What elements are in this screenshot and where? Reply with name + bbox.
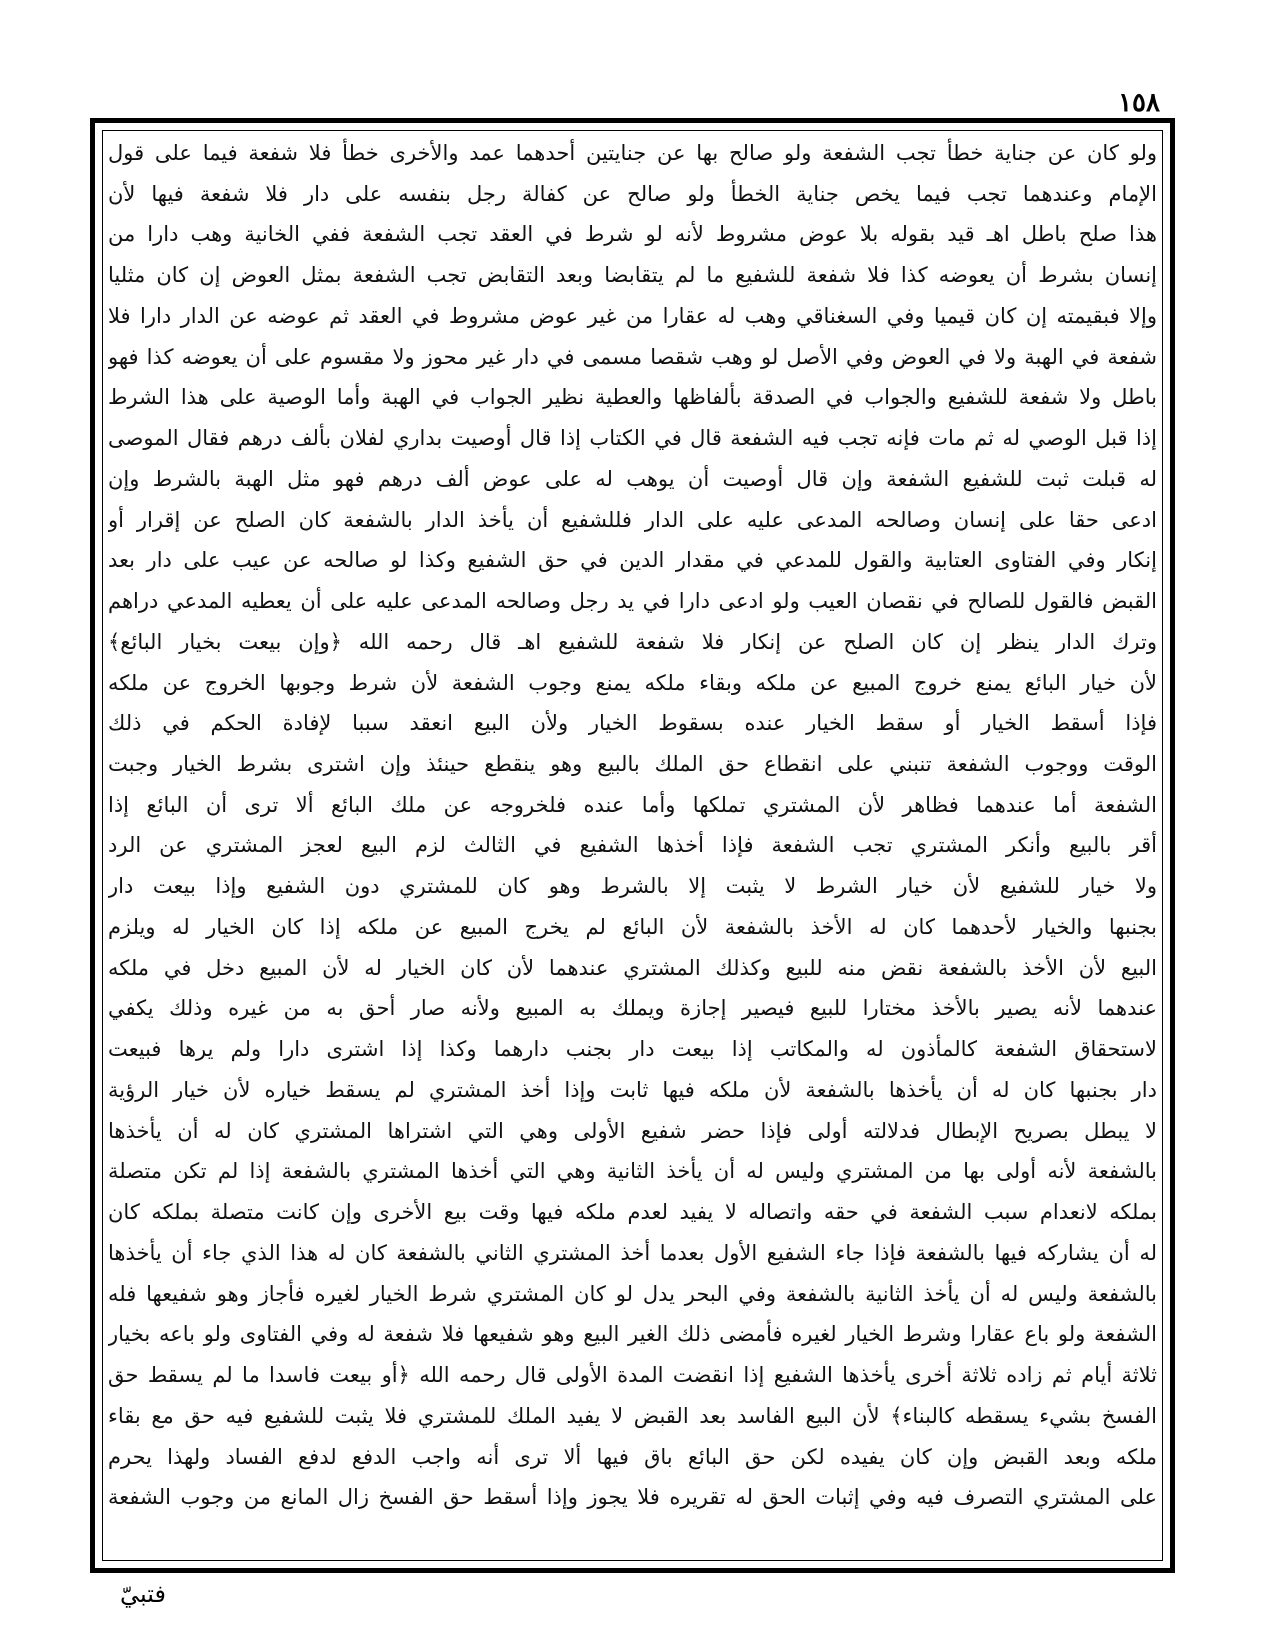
- text-line: الفسخ بشيء يسقطه كالبناء﴾ لأن البيع الفاسد بعد القبض لا يفيد الملك للمشتري فلا يثبت للشفيع فيه حق مع بقاء: [108, 1403, 1157, 1428]
- text-line: دار بجنبها كان له أن يأخذها بالشفعة لأن ملكه فيها ثابت وإذا أخذ المشتري لم يسقط خياره لأن خيار الرؤية: [108, 1077, 1157, 1102]
- text-line: الشفعة أما عندهما فظاهر لأن المشتري تملكها وأما عنده فلخروجه عن ملك البائع ألا ترى أن البائع إذا: [108, 792, 1157, 817]
- text-line: ادعى حقا على إنسان وصالحه المدعى عليه على الدار فللشفيع أن يأخذ الدار بالشفعة كان الصلح عن إقرار أو: [108, 507, 1157, 532]
- text-line: ولا خيار للشفيع لأن خيار الشرط لا يثبت إلا بالشرط وهو كان للمشتري دون الشفيع وإذا بيعت دار: [108, 874, 1157, 899]
- text-line: وترك الدار ينظر إن كان الصلح عن إنكار فلا شفعة للشفيع اهـ قال رحمه الله ﴿وإن بيعت بخيار البائع﴾: [108, 629, 1157, 654]
- text-line: إنكار وفي الفتاوى العتابية والقول للمدعي في مقدار الدين في حق الشفيع وكذا لو صالحه عن عيب على دار بعد: [108, 548, 1157, 573]
- text-line: وإلا فبقيمته إن كان قيميا وفي السغناقي وهب له عقارا من غير عوض مشروط في العقد ثم عوضه عن الدار دارا فلا: [108, 303, 1157, 328]
- text-line: لاستحقاق الشفعة كالمأذون له والمكاتب إذا بيعت دار بجنب دارهما وكذا إذا اشترى دارا ولم يرها فبيعت: [108, 1037, 1157, 1062]
- text-line: عندهما لأنه يصير بالأخذ مختارا للبيع فيصير إجازة ويملك به المبيع ولأنه صار أحق به من غيره وذلك يكفي: [108, 996, 1157, 1021]
- text-line: البيع لأن الأخذ بالشفعة نقض منه للبيع وكذلك المشتري عندهما لأن كان الخيار له لأن المبيع دخل في ملكه: [108, 955, 1157, 980]
- page-number: ١٥٨: [1118, 88, 1160, 118]
- text-line: باطل ولا شفعة للشفيع والجواب في الصدقة بألفاظها والعطية نظير الجواب في الهبة وأما الوصية على هذا الشرط: [108, 385, 1157, 410]
- text-line: له قبلت ثبت للشفيع الشفعة وإن قال أوصيت أن يوهب له على عوض ألف درهم فهو مثل الهبة بالشرط وإن: [108, 466, 1157, 491]
- text-line: لا يبطل بصريح الإبطال فدلالته أولى فإذا حضر شفيع الأولى وهي التي اشتراها المشتري كان له أن يأخذها: [108, 1118, 1157, 1143]
- text-line: إنسان بشرط أن يعوضه كذا فلا شفعة للشفيع ما لم يتقابضا وبعد التقابض تجب الشفعة بمثل العوض إن كان مثليا: [108, 263, 1157, 288]
- text-line: [108, 1519, 1157, 1557]
- text-line: بجنبها والخيار لأحدهما كان له الأخذ بالشفعة لأن البائع لم يخرج المبيع عن ملكه إذا كان الخيار له ويلزم: [108, 914, 1157, 939]
- text-line: إذا قبل الوصي له ثم مات فإنه تجب فيه الشفعة قال في الكتاب إذا قال أوصيت بداري لفلان بألف درهم فقال الموصى: [108, 426, 1157, 451]
- text-line: الوقت ووجوب الشفعة تنبني على انقطاع حق الملك بالبيع وهو ينقطع حينئذ وإن اشترى بشرط الخيار وجبت: [108, 752, 1157, 777]
- text-line: ملكه وبعد القبض وإن كان يفيده لكن حق البائع باق فيها ألا ترى أنه واجب الدفع لدفع الفساد ولهذا يحرم: [108, 1444, 1157, 1469]
- text-line: بالشفعة لأنه أولى بها من المشتري وليس له أن يأخذ الثانية وهي التي أخذها المشتري بالشفعة إذا لم تكن متصلة: [108, 1159, 1157, 1184]
- text-line: ولو كان عن جناية خطأ تجب الشفعة ولو صالح بها عن جنايتين أحدهما عمد والأخرى خطأ فلا شفعة فيما على قول: [108, 141, 1157, 165]
- text-line: بملكه لانعدام سبب الشفعة في حقه واتصاله لا يفيد لعدم ملكه فيها وقت بيع الأخرى وإن كانت متصلة بملكه كان: [108, 1200, 1157, 1225]
- text-line: على المشتري التصرف فيه وفي إثبات الحق له تقريره فلا يجوز وإذا أسقط حق الفسخ زال المانع من وجوب الشفعة: [108, 1485, 1157, 1510]
- text-line: القبض فالقول للصالح في نقصان العيب ولو ادعى دارا في يد رجل وصالحه المدعى عليه على أن يعطيه المدعي دراهم: [108, 589, 1157, 614]
- text-line: بالشفعة وليس له أن يأخذ الثانية بالشفعة وفي البحر يدل لو كان المشتري شرط الخيار لغيره فأجاز وهو شفيعها فله: [108, 1281, 1157, 1306]
- text-line: له أن يشاركه فيها بالشفعة فإذا جاء الشفيع الأول بعدما أخذ المشتري الثاني بالشفعة كان له هذا الذي جاء أن يأخذها: [108, 1240, 1157, 1265]
- text-line: ثلاثة أيام ثم زاده ثلاثة أخرى يأخذها الشفيع إذا انقضت المدة الأولى قال رحمه الله ﴿أو بيعت فاسدا ما لم يسقط حق: [108, 1363, 1157, 1388]
- text-line: هذا صلح باطل اهـ قيد بقوله بلا عوض مشروط لأنه لو شرط في العقد تجب الشفعة ففي الخانية وهب دارا من: [108, 222, 1157, 247]
- text-line: فإذا أسقط الخيار أو سقط الخيار عنده بسقوط الخيار ولأن البيع انعقد سببا لإفادة الحكم في ذلك: [108, 711, 1157, 736]
- text-body: [108, 134, 1157, 1557]
- text-line: الشفعة ولو باع عقارا وشرط الخيار لغيره فأمضى ذلك الغير البيع وهو شفيعها فلا شفعة له وفي الفتاوى ولو باعه بخيار: [108, 1322, 1157, 1347]
- text-line: لأن خيار البائع يمنع خروج المبيع عن ملكه وبقاء ملكه يمنع وجوب الشفعة لأن شرط وجوبها الخروج عن ملكه: [108, 670, 1157, 695]
- catchword: فتبيّ: [120, 1580, 166, 1608]
- text-line: أقر بالبيع وأنكر المشتري تجب الشفعة فإذا أخذها الشفيع في الثالث لزم البيع لعجز المشتري عن الرد: [108, 833, 1157, 858]
- text-line: الإمام وعندهما تجب فيما يخص جناية الخطأ ولو صالح عن كفالة رجل بنفسه على دار فلا شفعة فيها لأن: [108, 181, 1157, 206]
- text-line: شفعة في الهبة ولا في العوض وفي الأصل لو وهب شقصا مسمى في دار غير محوز ولا مقسوم على أن يعوضه كذا فهو: [108, 344, 1157, 369]
